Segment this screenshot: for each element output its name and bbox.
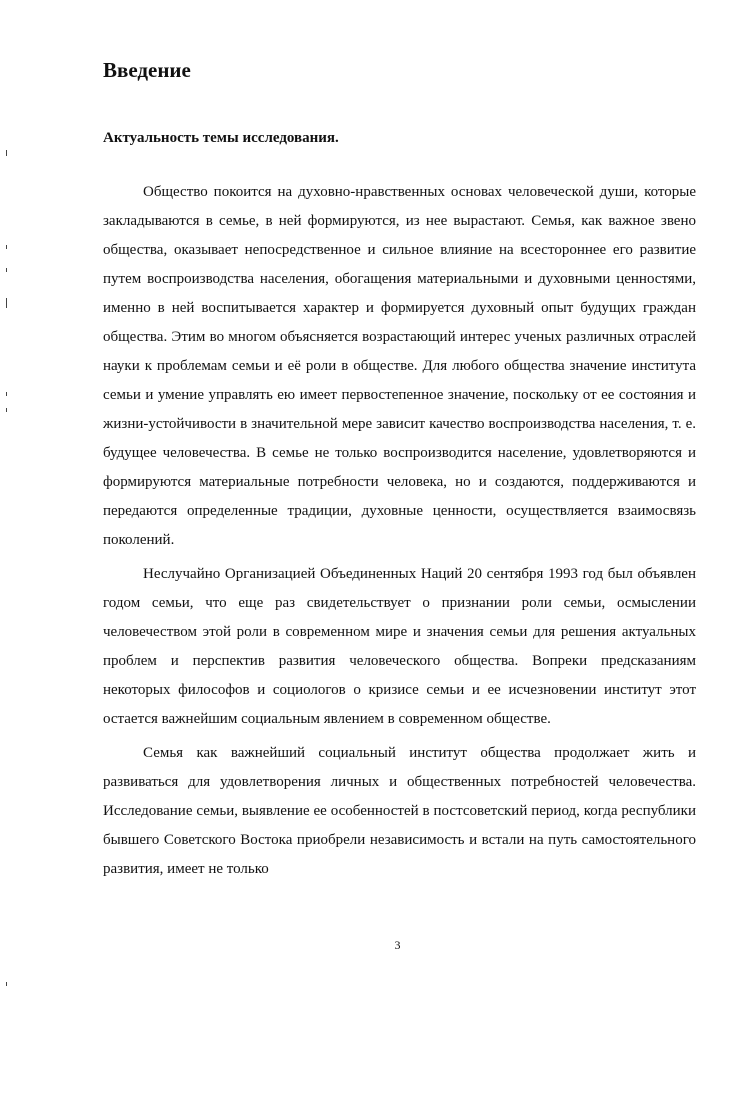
scan-artifact bbox=[6, 150, 7, 156]
scan-artifact bbox=[6, 268, 7, 272]
paragraph: Семья как важнейший социальный институт общества продолжает жить и развиваться для удовлетворения личных и общественных потребностей человечества. Исследование семьи, выявление ее особенностей в постсоветский период, когда республики бывшего Советского Востока приобрели независимость и встали на путь самостоятельного развития, имеет не только bbox=[103, 745, 696, 877]
paragraph: Неслучайно Организацией Объединенных Наций 20 сентября 1993 год был объявлен годом семьи, что еще раз свидетельствует о признании роли семьи, осмыслении человечеством этой роли в современном мире и значения семьи для решения актуальных проблем и перспектив развития человеческого общества. Вопреки предсказаниям некоторых философов и социологов о кризисе семьи и ее исчезновении институт этот остается важнейшим социальным явлением в современном обществе. bbox=[103, 566, 696, 727]
scan-artifact bbox=[6, 392, 7, 396]
body-text bbox=[103, 178, 696, 889]
page-title: Введение bbox=[103, 58, 191, 82]
page-number: 3 bbox=[394, 938, 401, 952]
scan-artifact bbox=[6, 408, 7, 412]
scan-artifact bbox=[6, 298, 7, 308]
section-subtitle: Актуальность темы исследования. bbox=[103, 130, 339, 146]
paragraph: Общество покоится на духовно-нравственных основах человеческой души, которые закладываются в семье, в ней формируются, из нее вырастают. Семья, как важное звено общества, оказывает непосредственное и сильное влияние на всестороннее его развитие путем воспроизводства населения, обогащения материальными и духовными ценностями, именно в ней воспитывается характер и формируется духовный опыт будущих граждан общества. Этим во многом объясняется возрастающий интерес ученых различных отраслей науки к проблемам семьи и её роли в обществе. Для любого общества значение института семьи и умение управлять ею имеет первостепенное значение, поскольку от ее состояния и жизни-устойчивости в значительной мере зависит качество воспроизводства населения, т. е. будущее человечества. В семье не только воспроизводится население, удовлетворяются и формируются материальные потребности человека, но и создаются, поддерживаются и передаются определенные традиции, духовные ценности, осуществляется взаимосвязь поколений. bbox=[103, 184, 696, 548]
scan-artifact bbox=[6, 245, 7, 249]
scan-artifact bbox=[6, 982, 7, 986]
